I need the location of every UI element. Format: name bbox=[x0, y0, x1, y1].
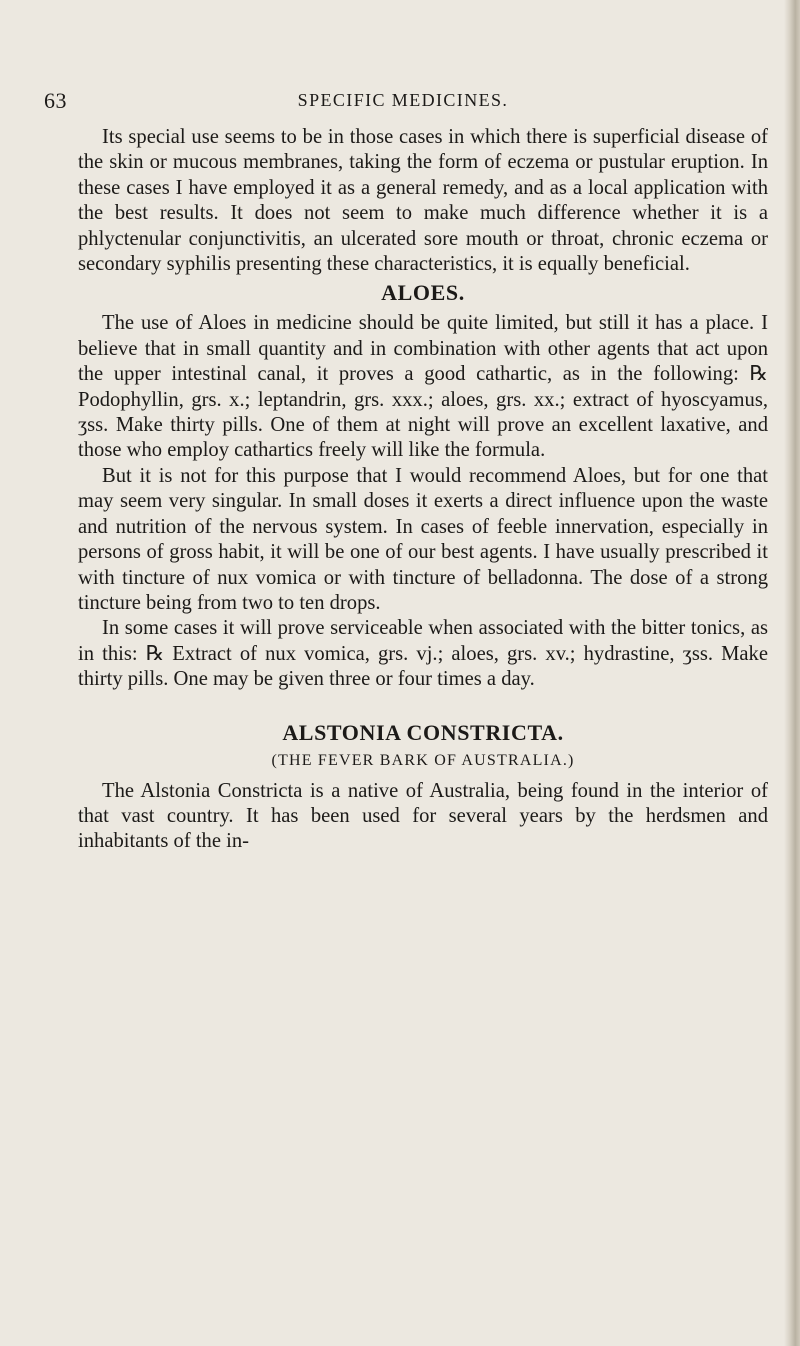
paragraph-aloes-nervous: But it is not for this purpose that I would recommend Aloes, but for one that may seem very singular. In small doses it exerts a direct influence upon the waste and nutrition of the nervous system. In cases of feeble innervation, especially in persons of gross habit, it will be one of our best agents. I have usually prescribed it with tincture of nux vomica or with tincture of belladonna. The dose of a strong tincture being from two to ten drops. bbox=[78, 464, 768, 614]
section-subheading-alstonia: (THE FEVER BARK OF AUSTRALIA.) bbox=[271, 751, 575, 769]
paragraph-aloes-use: The use of Aloes in medicine should be quite limited, but still it has a place. I believe that in small quantity and in combination with other agents that act upon the upper intestinal canal, it proves a good cathartic, as in the following: ℞ Podophyllin, grs. x.; leptandrin, grs. xxx.; aloes, grs. xx.; extract of hyoscyamus, ʒss. Make thirty pills. One of them at night will prove an excellent laxative, and those who employ cathartics freely will like the formula. bbox=[78, 312, 768, 462]
paragraph-aloes-tonics: In some cases it will prove serviceable when associated with the bitter tonics, as in this: ℞ Extract of nux vomica, grs. vj.; aloes, grs. xv.; hydrastine, ʒss. Make thirty pills. One may be given three or four times a day. bbox=[78, 617, 768, 691]
paragraph-special-use: Its special use seems to be in those cases in which there is superficial disease of the skin or mucous membranes, taking the form of eczema or pustular eruption. In these cases I have employed it as a general remedy, and as a local application with the best results. It does not seem to make much difference whether it is a phlyctenular conjunctivitis, an ulcerated sore mouth or throat, chronic eczema or secondary syphilis presenting these characteristics, it is equally beneficial. bbox=[78, 126, 768, 276]
page-header bbox=[44, 88, 762, 118]
running-head: SPECIFIC MEDICINES. bbox=[297, 90, 509, 110]
section-heading-aloes: ALOES. bbox=[381, 280, 465, 306]
page-number: 63 bbox=[44, 88, 67, 113]
page-edge bbox=[784, 0, 800, 1346]
section-heading-alstonia: ALSTONIA CONSTRICTA. bbox=[282, 719, 564, 745]
page-body bbox=[78, 125, 768, 855]
paragraph-alstonia: The Alstonia Constricta is a native of Australia, being found in the interior of that vast country. It has been used for several years by the herdsmen and inhabitants of the in- bbox=[78, 779, 768, 853]
